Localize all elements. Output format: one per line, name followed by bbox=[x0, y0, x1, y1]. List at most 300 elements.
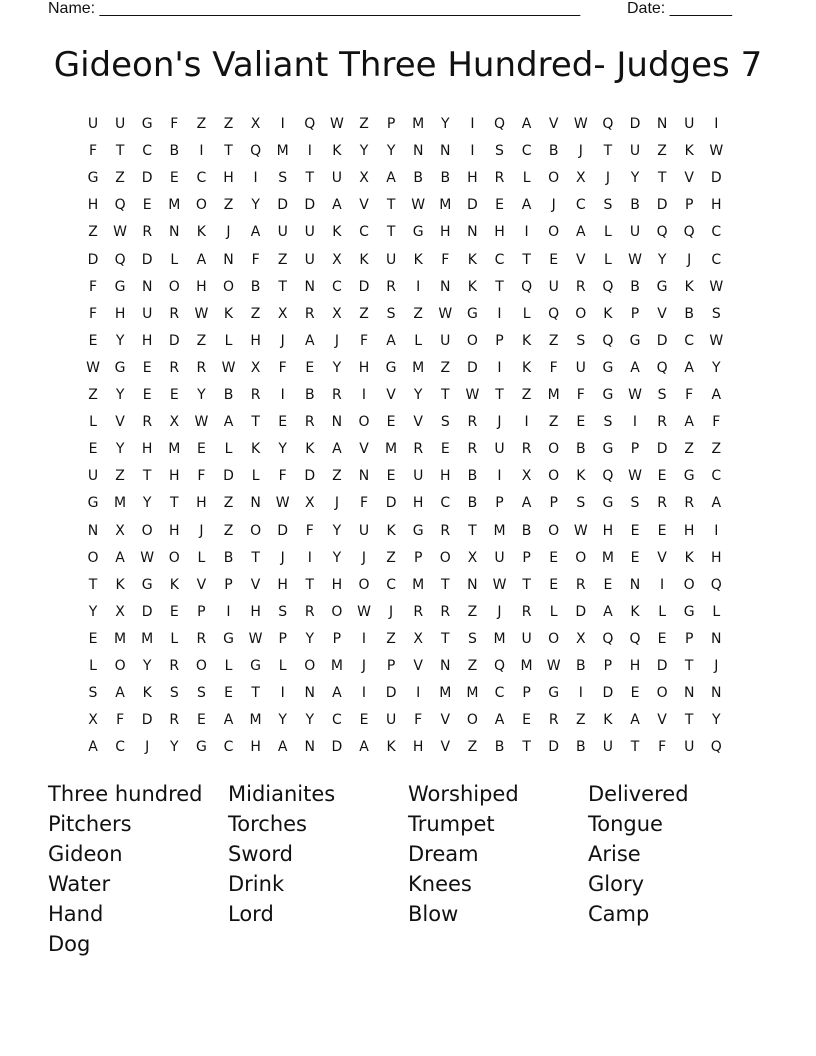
grid-letter: N bbox=[223, 251, 234, 268]
grid-row bbox=[80, 409, 736, 436]
grid-letter: T bbox=[305, 576, 315, 593]
grid-letter: P bbox=[332, 630, 342, 647]
grid-row bbox=[80, 599, 736, 626]
grid-letter: R bbox=[684, 495, 695, 512]
word-list-item: Camp bbox=[588, 902, 650, 926]
grid-letter: W bbox=[275, 495, 290, 512]
grid-letter: U bbox=[304, 251, 315, 268]
grid-letter: V bbox=[115, 414, 125, 431]
grid-letter: L bbox=[414, 332, 423, 349]
grid-letter: D bbox=[141, 170, 153, 187]
grid-letter: Q bbox=[114, 251, 126, 268]
grid-letter: S bbox=[169, 685, 179, 702]
grid-letter: V bbox=[196, 576, 207, 593]
grid-letter: X bbox=[88, 712, 98, 729]
grid-letter: X bbox=[250, 359, 261, 376]
grid-letter: R bbox=[142, 414, 153, 431]
grid-letter: E bbox=[549, 576, 559, 593]
grid-letter: K bbox=[576, 468, 586, 485]
grid-letter: C bbox=[196, 170, 207, 187]
grid-letter: W bbox=[709, 278, 724, 295]
grid-row bbox=[80, 653, 736, 680]
grid-letter: A bbox=[223, 414, 234, 431]
grid-letter: K bbox=[196, 224, 206, 241]
grid-letter: U bbox=[494, 441, 505, 458]
grid-letter: E bbox=[142, 387, 152, 403]
grid-letter: D bbox=[141, 712, 153, 729]
grid-letter: H bbox=[331, 576, 343, 593]
grid-letter: C bbox=[711, 468, 722, 485]
grid-letter: W bbox=[709, 143, 724, 160]
grid-letter: G bbox=[412, 522, 424, 539]
grid-row bbox=[80, 545, 736, 572]
grid-letter: Z bbox=[196, 332, 207, 349]
grid-letter: T bbox=[684, 658, 694, 674]
grid-letter: I bbox=[470, 143, 475, 160]
grid-letter: T bbox=[170, 495, 179, 512]
grid-letter: B bbox=[169, 143, 180, 160]
grid-letter: L bbox=[522, 170, 531, 187]
grid-letter: C bbox=[711, 251, 722, 268]
grid-letter: A bbox=[305, 332, 315, 349]
grid-letter: M bbox=[412, 116, 425, 132]
word-list-item: Tongue bbox=[588, 812, 663, 836]
grid-letter: U bbox=[575, 359, 586, 376]
grid-letter: Q bbox=[602, 468, 614, 485]
word-list-item: Drink bbox=[228, 872, 285, 896]
grid-letter: I bbox=[714, 116, 719, 132]
grid-letter: I bbox=[578, 685, 583, 702]
grid-letter: A bbox=[494, 712, 505, 729]
grid-letter: W bbox=[573, 522, 588, 539]
grid-letter: K bbox=[332, 224, 342, 241]
grid-letter: A bbox=[88, 739, 98, 756]
grid-letter: K bbox=[684, 549, 694, 566]
grid-letter: E bbox=[549, 251, 559, 268]
grid-letter: K bbox=[522, 332, 532, 349]
grid-letter: C bbox=[115, 739, 125, 756]
grid-letter: A bbox=[277, 739, 288, 756]
grid-letter: C bbox=[521, 143, 532, 160]
grid-letter: S bbox=[88, 685, 98, 702]
grid-letter: W bbox=[411, 197, 426, 214]
grid-letter: B bbox=[413, 170, 423, 187]
grid-letter: V bbox=[359, 441, 369, 458]
grid-letter: X bbox=[359, 170, 369, 187]
grid-letter: V bbox=[684, 170, 694, 187]
grid-letter: Z bbox=[359, 305, 369, 322]
grid-letter: A bbox=[332, 197, 342, 214]
grid-letter: E bbox=[224, 685, 233, 702]
grid-letter: R bbox=[169, 359, 180, 376]
grid-letter: H bbox=[196, 495, 207, 512]
grid-letter: H bbox=[440, 468, 451, 485]
grid-letter: M bbox=[601, 549, 614, 566]
grid-letter: Q bbox=[548, 305, 560, 322]
grid-letter: O bbox=[575, 305, 587, 322]
grid-letter: S bbox=[386, 305, 396, 322]
grid-letter: L bbox=[603, 251, 612, 268]
grid-row bbox=[80, 572, 736, 599]
grid-letter: A bbox=[711, 495, 722, 512]
grid-row bbox=[80, 680, 736, 707]
grid-letter: G bbox=[412, 224, 424, 241]
grid-letter: J bbox=[226, 224, 231, 241]
grid-letter: Z bbox=[657, 143, 667, 160]
grid-letter: C bbox=[386, 576, 396, 593]
grid-letter: Q bbox=[493, 116, 506, 132]
grid-letter: R bbox=[169, 712, 180, 729]
grid-letter: G bbox=[683, 468, 695, 485]
grid-letter: C bbox=[494, 251, 505, 268]
grid-letter: K bbox=[305, 441, 315, 458]
grid-letter: N bbox=[711, 630, 722, 647]
grid-letter: H bbox=[494, 224, 505, 241]
grid-letter: D bbox=[656, 658, 668, 674]
grid-letter: K bbox=[142, 685, 152, 702]
grid-letter: M bbox=[141, 630, 154, 647]
grid-letter: H bbox=[250, 739, 261, 756]
grid-letter: N bbox=[467, 576, 478, 593]
grid-letter: M bbox=[412, 576, 425, 593]
grid-letter: B bbox=[521, 522, 532, 539]
grid-letter: P bbox=[386, 658, 396, 674]
grid-letter: Y bbox=[441, 116, 450, 132]
grid-letter: O bbox=[548, 522, 560, 539]
grid-row bbox=[80, 247, 736, 274]
grid-letter: B bbox=[630, 278, 640, 295]
grid-letter: R bbox=[521, 441, 532, 458]
grid-letter: F bbox=[251, 251, 260, 268]
grid-letter: G bbox=[114, 278, 126, 295]
grid-letter: V bbox=[386, 387, 396, 403]
grid-letter: T bbox=[522, 739, 531, 756]
grid-letter: G bbox=[250, 658, 262, 674]
grid-letter: R bbox=[304, 603, 315, 620]
grid-letter: Z bbox=[250, 305, 261, 322]
grid-letter: J bbox=[361, 549, 367, 566]
grid-letter: U bbox=[602, 739, 614, 756]
grid-letter: D bbox=[304, 197, 316, 214]
grid-letter: T bbox=[495, 278, 504, 295]
grid-letter: C bbox=[575, 197, 586, 214]
grid-letter: H bbox=[440, 224, 451, 241]
grid-letter: M bbox=[439, 685, 452, 702]
grid-letter: F bbox=[116, 712, 125, 729]
grid-letter: C bbox=[142, 143, 153, 160]
grid-letter: Z bbox=[223, 197, 234, 214]
header bbox=[48, 0, 748, 20]
grid-letter: R bbox=[575, 278, 586, 295]
grid-letter: Y bbox=[88, 603, 98, 620]
grid-letter: D bbox=[277, 197, 289, 214]
grid-letter: T bbox=[522, 576, 531, 593]
grid-letter: L bbox=[224, 441, 233, 458]
grid-letter: D bbox=[710, 170, 722, 187]
grid-letter: M bbox=[114, 630, 127, 647]
grid-row bbox=[80, 734, 736, 761]
grid-letter: T bbox=[468, 522, 477, 539]
grid-letter: U bbox=[494, 549, 505, 566]
grid-letter: O bbox=[114, 658, 126, 674]
grid-letter: C bbox=[494, 685, 505, 702]
grid-letter: W bbox=[465, 387, 480, 403]
grid-letter: T bbox=[115, 143, 125, 160]
grid-letter: Y bbox=[359, 143, 369, 160]
grid-letter: B bbox=[440, 170, 451, 187]
grid-letter: C bbox=[332, 278, 342, 295]
grid-letter: G bbox=[602, 387, 614, 403]
grid-letter: X bbox=[305, 495, 315, 512]
grid-letter: Y bbox=[115, 332, 125, 349]
grid-letter: E bbox=[630, 522, 640, 539]
grid-letter: B bbox=[223, 549, 234, 566]
word-list-item: Water bbox=[48, 872, 111, 896]
grid-letter: H bbox=[683, 522, 695, 539]
grid-letter: E bbox=[440, 441, 450, 458]
grid-letter: S bbox=[440, 414, 450, 431]
grid-letter: O bbox=[168, 549, 180, 566]
grid-letter: M bbox=[412, 359, 425, 376]
grid-letter: F bbox=[278, 359, 287, 376]
grid-letter: H bbox=[250, 332, 261, 349]
grid-letter: O bbox=[548, 468, 560, 485]
grid-letter: R bbox=[304, 305, 315, 322]
grid-letter: G bbox=[656, 278, 668, 295]
grid-letter: J bbox=[280, 549, 285, 566]
grid-letter: E bbox=[359, 712, 369, 729]
word-list-item: Dream bbox=[408, 842, 479, 866]
grid-letter: G bbox=[87, 170, 99, 187]
grid-letter: I bbox=[497, 305, 502, 322]
grid-letter: H bbox=[169, 522, 180, 539]
grid-letter: T bbox=[251, 414, 260, 431]
grid-letter: R bbox=[467, 414, 478, 431]
grid-letter: W bbox=[492, 576, 507, 593]
grid-letter: J bbox=[605, 170, 610, 187]
grid-letter: K bbox=[467, 251, 477, 268]
grid-letter: L bbox=[224, 332, 233, 349]
grid-letter: Y bbox=[305, 712, 315, 729]
grid-letter: Y bbox=[413, 387, 423, 403]
grid-letter: Z bbox=[223, 116, 234, 132]
grid-letter: R bbox=[467, 441, 478, 458]
grid-letter: H bbox=[629, 658, 641, 674]
grid-letter: T bbox=[441, 387, 450, 403]
grid-letter: I bbox=[361, 630, 367, 647]
grid-letter: E bbox=[630, 549, 640, 566]
grid-letter: L bbox=[712, 603, 721, 620]
grid-letter: X bbox=[467, 549, 478, 566]
grid-letter: R bbox=[386, 278, 396, 295]
grid-row bbox=[80, 192, 736, 219]
grid-letter: X bbox=[250, 116, 261, 132]
grid-letter: A bbox=[250, 224, 261, 241]
grid-letter: L bbox=[603, 224, 612, 241]
grid-letter: Z bbox=[548, 332, 559, 349]
grid-letter: Q bbox=[114, 197, 126, 214]
grid-letter: R bbox=[521, 603, 532, 620]
grid-letter: D bbox=[385, 495, 397, 512]
grid-letter: A bbox=[684, 359, 694, 376]
grid-letter: Z bbox=[88, 224, 98, 241]
word-list-item: Delivered bbox=[588, 782, 689, 806]
grid-letter: T bbox=[251, 549, 260, 566]
grid-letter: T bbox=[441, 576, 450, 593]
grid-letter: L bbox=[278, 658, 287, 674]
grid-letter: R bbox=[169, 305, 180, 322]
grid-letter: R bbox=[413, 603, 424, 620]
grid-letter: Y bbox=[712, 359, 721, 376]
grid-letter: R bbox=[142, 224, 153, 241]
grid-letter: O bbox=[439, 549, 451, 566]
grid-letter: L bbox=[224, 658, 233, 674]
grid-letter: Q bbox=[656, 224, 668, 241]
grid-letter: Q bbox=[683, 224, 695, 241]
grid-letter: B bbox=[575, 658, 586, 674]
grid-letter: D bbox=[223, 468, 234, 485]
grid-letter: S bbox=[576, 495, 586, 512]
grid-letter: Z bbox=[467, 603, 478, 620]
grid-letter: R bbox=[196, 359, 207, 376]
grid-letter: Z bbox=[548, 414, 559, 431]
grid-letter: E bbox=[522, 712, 532, 729]
grid-letter: H bbox=[711, 197, 722, 214]
grid-letter: O bbox=[466, 712, 478, 729]
grid-letter: O bbox=[575, 549, 587, 566]
grid-letter: U bbox=[440, 332, 451, 349]
grid-letter: R bbox=[440, 522, 451, 539]
grid-letter: A bbox=[521, 197, 532, 214]
word-list-item: Gideon bbox=[48, 842, 123, 866]
grid-letter: U bbox=[548, 278, 559, 295]
grid-letter: E bbox=[169, 170, 179, 187]
grid-letter: Z bbox=[467, 739, 478, 756]
grid-letter: P bbox=[386, 116, 396, 132]
grid-letter: Z bbox=[277, 251, 288, 268]
grid-letter: T bbox=[495, 387, 504, 403]
grid-letter: H bbox=[141, 441, 153, 458]
grid-letter: N bbox=[656, 116, 668, 132]
grid-letter: J bbox=[714, 658, 719, 674]
grid-letter: Y bbox=[657, 251, 667, 268]
grid-letter: K bbox=[332, 143, 342, 160]
grid-letter: E bbox=[576, 414, 586, 431]
grid-letter: H bbox=[711, 549, 722, 566]
grid-letter: F bbox=[549, 359, 558, 376]
grid-letter: J bbox=[497, 603, 502, 620]
grid-letter: A bbox=[386, 170, 396, 187]
grid-letter: Z bbox=[115, 468, 125, 485]
grid-letter: G bbox=[141, 576, 153, 593]
grid-letter: Z bbox=[711, 441, 722, 458]
grid-letter: U bbox=[114, 116, 126, 132]
grid-letter: D bbox=[168, 332, 180, 349]
grid-letter: L bbox=[170, 630, 179, 647]
grid-letter: C bbox=[223, 739, 234, 756]
grid-letter: E bbox=[169, 387, 179, 403]
grid-letter: W bbox=[573, 116, 588, 132]
grid-letter: E bbox=[196, 441, 206, 458]
grid-letter: B bbox=[575, 441, 586, 458]
grid-letter: E bbox=[278, 414, 288, 431]
grid-letter: Y bbox=[115, 387, 125, 403]
grid-letter: V bbox=[440, 739, 451, 756]
grid-letter: W bbox=[140, 549, 155, 566]
grid-letter: W bbox=[329, 116, 344, 132]
grid-letter: K bbox=[684, 143, 694, 160]
grid-letter: Z bbox=[684, 441, 694, 458]
grid-letter: I bbox=[497, 468, 502, 485]
grid-letter: W bbox=[628, 387, 642, 403]
word-list-item: Knees bbox=[408, 872, 472, 896]
grid-letter: H bbox=[169, 468, 180, 485]
grid-letter: X bbox=[521, 468, 532, 485]
grid-letter: W bbox=[628, 251, 642, 268]
grid-letter: Q bbox=[710, 739, 722, 756]
grid-letter: Z bbox=[332, 468, 342, 485]
grid-letter: R bbox=[440, 603, 451, 620]
grid-letter: J bbox=[334, 495, 339, 512]
grid-row bbox=[80, 219, 736, 246]
grid-letter: H bbox=[250, 603, 261, 620]
grid-letter: V bbox=[657, 549, 667, 566]
grid-letter: M bbox=[330, 658, 343, 674]
grid-letter: F bbox=[685, 387, 694, 403]
page-title: Gideon's Valiant Three Hundred- Judges 7 bbox=[53, 45, 763, 85]
grid-letter: S bbox=[603, 197, 613, 214]
grid-letter: K bbox=[251, 441, 261, 458]
grid-letter: P bbox=[495, 495, 504, 512]
grid-letter: L bbox=[251, 468, 260, 485]
grid-letter: Z bbox=[576, 712, 586, 729]
grid-letter: M bbox=[493, 630, 506, 647]
grid-letter: F bbox=[712, 414, 721, 431]
grid-letter: H bbox=[196, 278, 207, 295]
grid-row bbox=[80, 138, 736, 165]
grid-letter: X bbox=[332, 251, 342, 268]
grid-letter: P bbox=[630, 441, 640, 458]
grid-letter: Y bbox=[278, 441, 287, 458]
grid-letter: Y bbox=[251, 197, 260, 214]
grid-letter: S bbox=[278, 170, 288, 187]
grid-letter: H bbox=[412, 739, 424, 756]
grid-letter: B bbox=[630, 197, 640, 214]
grid-letter: F bbox=[88, 278, 98, 295]
grid-letter: N bbox=[141, 278, 153, 295]
grid-letter: D bbox=[656, 332, 668, 349]
word-list-item: Worshiped bbox=[408, 782, 519, 806]
grid-letter: X bbox=[115, 522, 125, 539]
grid-letter: P bbox=[549, 495, 558, 512]
grid-letter: I bbox=[470, 116, 475, 132]
grid-letter: Z bbox=[386, 549, 396, 566]
grid-letter: O bbox=[548, 170, 560, 187]
grid-letter: Q bbox=[493, 658, 506, 674]
grid-letter: N bbox=[358, 468, 370, 485]
grid-letter: D bbox=[602, 685, 614, 702]
grid-letter: E bbox=[196, 712, 206, 729]
grid-letter: D bbox=[358, 278, 370, 295]
grid-letter: A bbox=[386, 332, 396, 349]
grid-letter: T bbox=[522, 251, 531, 268]
grid-letter: A bbox=[223, 712, 234, 729]
grid-letter: M bbox=[547, 387, 560, 403]
word-list-item: Sword bbox=[228, 842, 293, 866]
grid-letter: K bbox=[386, 522, 396, 539]
grid-letter: E bbox=[169, 603, 179, 620]
grid-letter: V bbox=[548, 116, 559, 132]
